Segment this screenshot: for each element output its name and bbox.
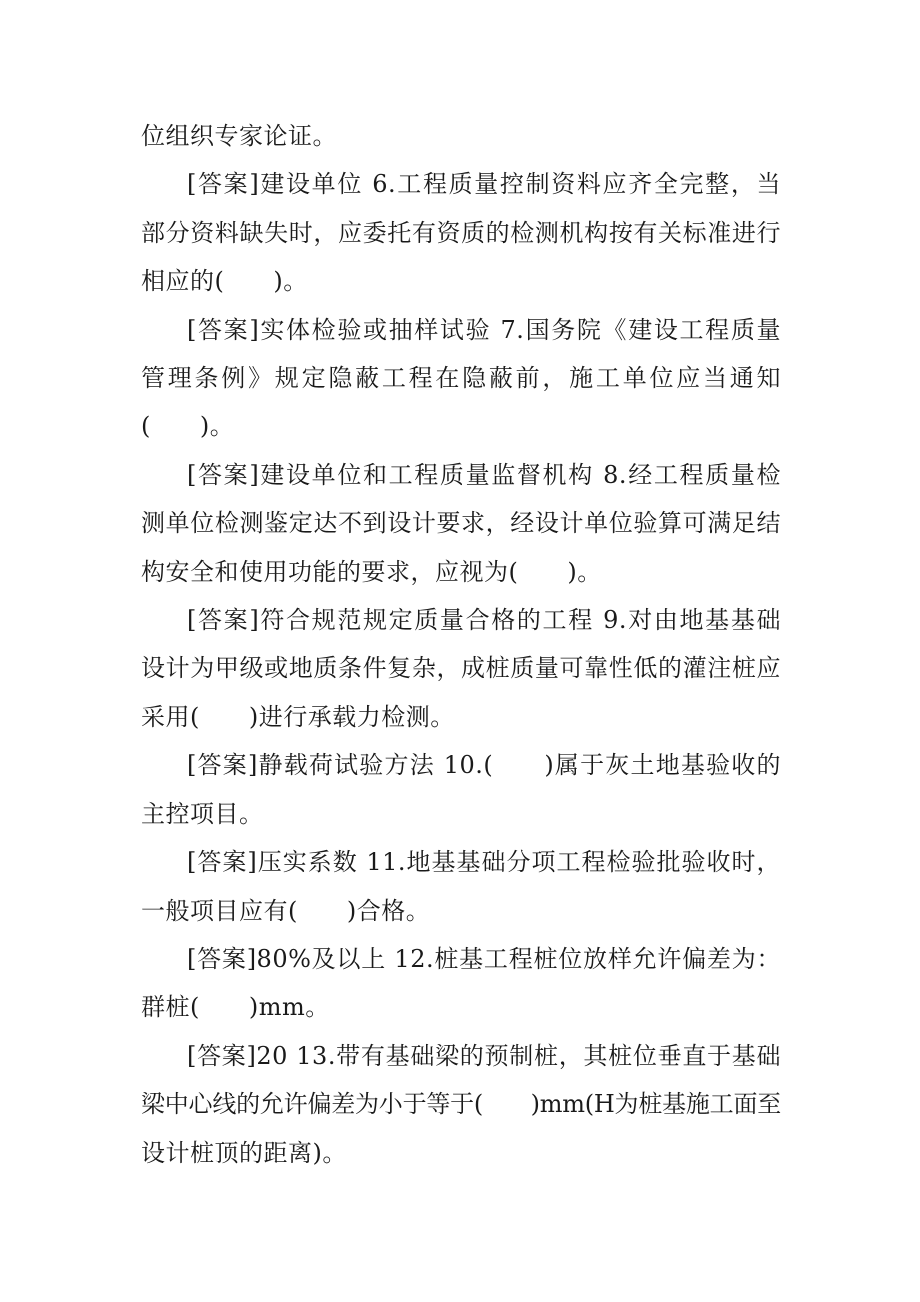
text-line-6: 管理条例》规定隐蔽工程在隐蔽前，施工单位应当通知 [141, 364, 781, 393]
text-line-5: [答案]实体检验或抽样试验 7.国务院《建设工程质量 [187, 315, 781, 344]
text-line-13: 采用( )进行承载力检测。 [141, 702, 455, 731]
text-line-18: [答案]80%及以上 12.桩基工程桩位放样允许偏差为： [187, 944, 781, 973]
text-line-11: [答案]符合规范规定质量合格的工程 9.对由地基基础 [187, 606, 781, 635]
text-line-2: [答案]建设单位 6.工程质量控制资料应齐全完整，当 [187, 170, 781, 199]
text-line-22: 设计桩顶的距离)。 [141, 1138, 347, 1167]
text-line-16: [答案]压实系数 11.地基基础分项工程检验批验收时， [187, 848, 781, 877]
text-line-9: 测单位检测鉴定达不到设计要求，经设计单位验算可满足结 [141, 509, 781, 538]
text-line-19: 群桩( )mm。 [141, 993, 330, 1022]
text-line-15: 主控项目。 [141, 799, 264, 828]
text-line-3: 部分资料缺失时，应委托有资质的检测机构按有关标准进行 [141, 218, 781, 247]
text-line-1: 位组织专家论证。 [141, 122, 337, 150]
text-line-4: 相应的( )。 [141, 267, 308, 296]
text-line-7: ( )。 [141, 412, 235, 441]
text-line-17: 一般项目应有( )合格。 [141, 896, 431, 925]
text-line-12: 设计为甲级或地质条件复杂，成桩质量可靠性低的灌注桩应 [141, 654, 781, 683]
text-line-20: [答案]20 13.带有基础梁的预制桩，其桩位垂直于基础 [187, 1041, 781, 1070]
text-line-21: 梁中心线的允许偏差为小于等于( )mm(H为桩基施工面至 [141, 1090, 781, 1119]
text-line-14: [答案]静载荷试验方法 10.( )属于灰土地基验收的 [187, 751, 781, 780]
document-body [141, 112, 781, 1177]
text-line-10: 构安全和使用功能的要求，应视为( )。 [141, 557, 602, 586]
text-line-8: [答案]建设单位和工程质量监督机构 8.经工程质量检 [187, 460, 781, 489]
